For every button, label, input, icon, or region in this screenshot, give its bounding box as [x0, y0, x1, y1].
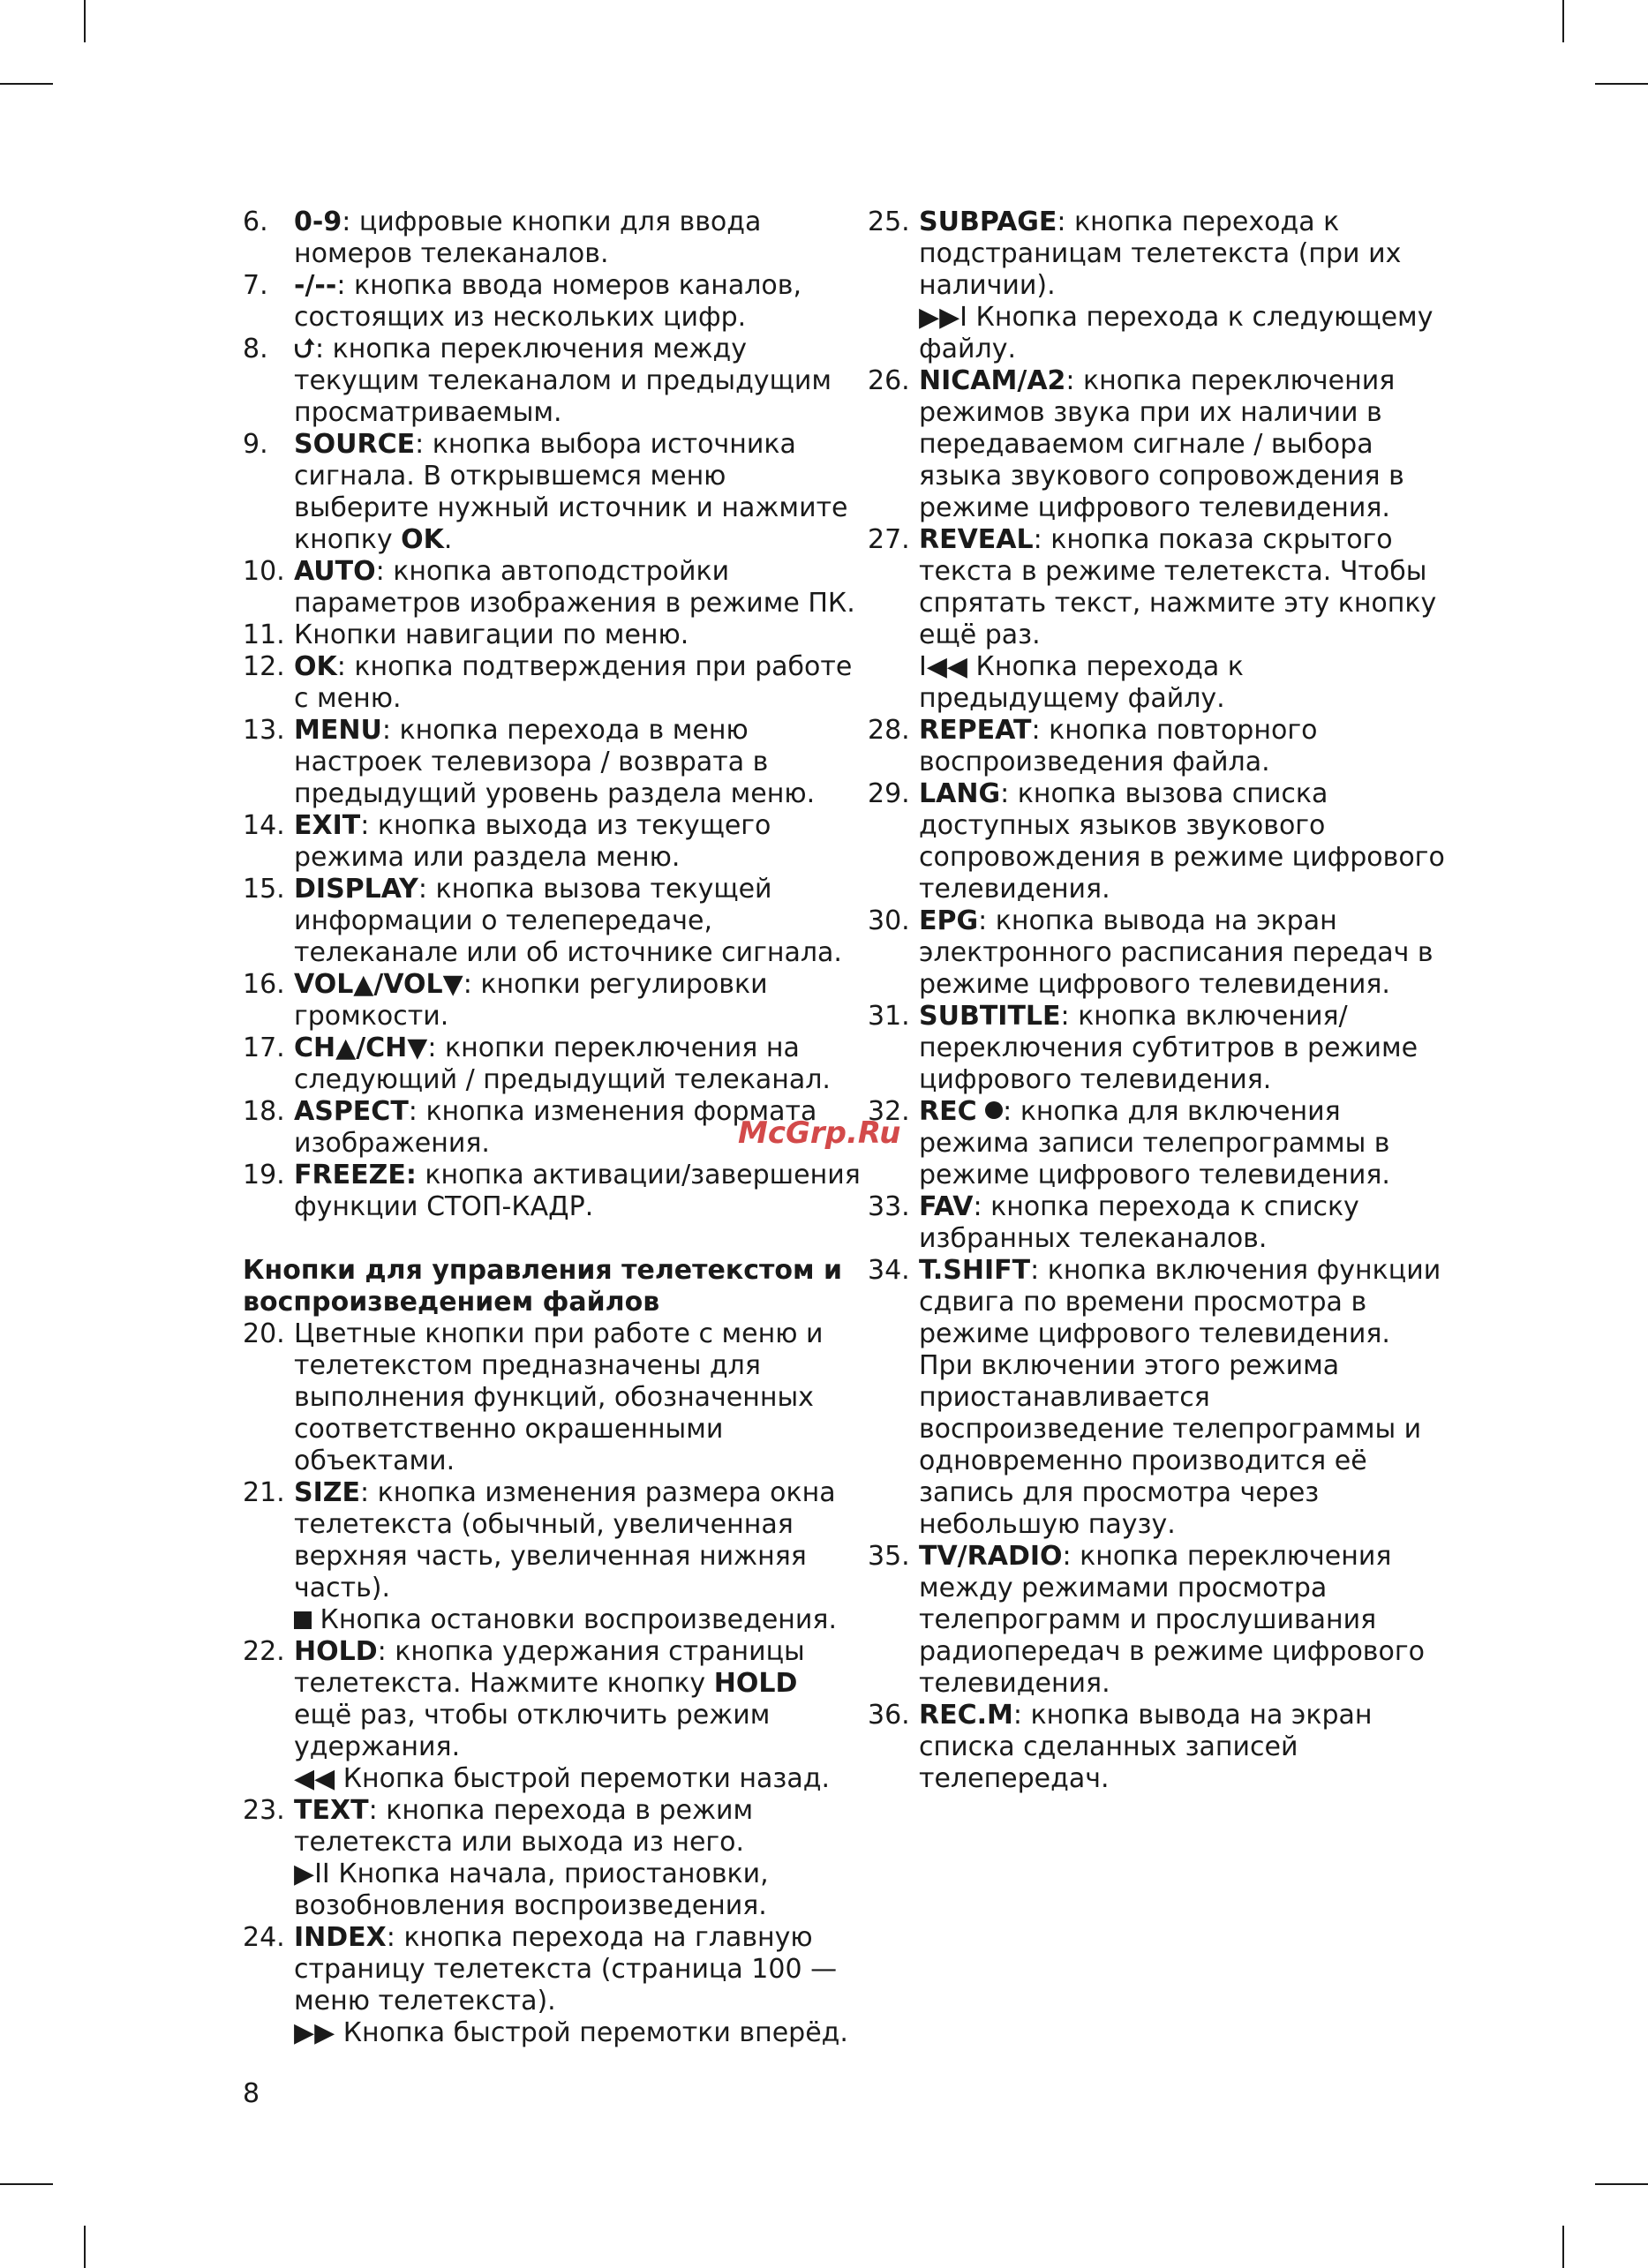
item-text: : кнопка вывода на экран списка сделанных записей телепередач.	[919, 1700, 1373, 1794]
item-text: .	[443, 524, 453, 555]
item-text: : кнопка переключения между текущим телеканалом и предыдущим просматриваемым.	[294, 334, 832, 428]
list-item	[243, 651, 861, 715]
list-item	[243, 207, 861, 270]
list-item	[243, 270, 861, 334]
item-number: 11.	[243, 620, 285, 650]
button-name: FREEZE:	[294, 1160, 417, 1190]
button-name: DISPLAY	[294, 874, 418, 905]
button-name: SUBTITLE	[919, 1001, 1061, 1032]
item-number: 19.	[243, 1160, 285, 1190]
list-item	[868, 365, 1450, 524]
item-number: 33.	[868, 1191, 910, 1222]
item-number: 22.	[243, 1636, 285, 1667]
item-text: Цветные кнопки при работе с меню и телетекстом предназначены для выполнения функций, обозначенных соответственно окрашенными объектами.	[294, 1318, 824, 1476]
sub-text: Кнопка перехода к предыдущему файлу.	[919, 651, 1244, 714]
item-text: : кнопка перехода к подстраницам телетекста (при их наличии).	[919, 207, 1402, 301]
item-number: 15.	[243, 874, 285, 905]
item-number: 28.	[868, 715, 910, 746]
page-number: 8	[243, 2078, 260, 2109]
button-name: MENU	[294, 715, 382, 746]
list-item	[868, 778, 1450, 905]
item-number: 18.	[243, 1096, 285, 1127]
item-number: 30.	[868, 905, 910, 936]
sub-description	[294, 1763, 861, 1795]
item-number: 32.	[868, 1096, 910, 1127]
crop-mark	[0, 83, 53, 85]
right-column	[868, 207, 1450, 1795]
list-item	[243, 715, 861, 810]
item-number: 35.	[868, 1541, 910, 1572]
sub-text: Кнопка остановки воспроизведения.	[320, 1604, 838, 1635]
button-name: FAV	[919, 1191, 974, 1222]
item-text: : кнопка вызова текущей информации о телепередаче, телеканале или об источнике сигнала.	[294, 874, 842, 968]
item-text: : кнопка ввода номеров каналов, состоящих из нескольких цифр.	[294, 270, 801, 333]
button-name: TV/RADIO	[919, 1541, 1063, 1572]
button-name: REC.M	[919, 1700, 1013, 1731]
item-text: : кнопка изменения размера окна телетекста (обычный, увеличенная верхняя часть, увеличенная нижняя часть).	[294, 1477, 836, 1603]
crop-mark	[0, 2183, 53, 2185]
button-name: EPG	[919, 905, 979, 936]
item-number: 13.	[243, 715, 285, 746]
button-name: CH▲/CH▼	[294, 1033, 428, 1063]
sub-text: Кнопка начала, приостановки, возобновления воспроизведения.	[294, 1859, 769, 1921]
item-number: 9.	[243, 429, 268, 460]
item-number: 36.	[868, 1700, 910, 1731]
item-number: 34.	[868, 1255, 910, 1286]
list-item	[243, 1318, 861, 1477]
button-name: SIZE	[294, 1477, 361, 1508]
item-text: : кнопка изменения формата изображения.	[294, 1096, 817, 1159]
list-item	[868, 905, 1450, 1001]
button-name: LANG	[919, 778, 1001, 809]
button-name: TEXT	[294, 1795, 369, 1826]
item-number: 26.	[868, 365, 910, 396]
crop-mark	[84, 2226, 86, 2268]
record-icon	[985, 1101, 1003, 1119]
sub-description	[294, 1859, 861, 1922]
sub-description	[294, 1604, 861, 1636]
sub-text: Кнопка перехода к следующему файлу.	[919, 302, 1434, 364]
list-item	[243, 1477, 861, 1636]
button-name: EXIT	[294, 810, 361, 841]
list-item	[243, 1795, 861, 1922]
button-name: ⮍	[294, 334, 316, 364]
media-control-icon: I◀◀	[919, 651, 967, 682]
item-text: : кнопки регулировки громкости.	[294, 969, 768, 1032]
item-text: : кнопки переключения на следующий / предыдущий телеканал.	[294, 1033, 831, 1095]
item-number: 27.	[868, 524, 910, 555]
item-number: 31.	[868, 1001, 910, 1032]
sub-description	[919, 651, 1450, 715]
sub-text: Кнопка быстрой перемотки назад.	[342, 1763, 831, 1794]
item-text: : кнопка автоподстройки параметров изображения в режиме ПК.	[294, 556, 855, 619]
button-name: HOLD	[294, 1636, 378, 1667]
item-number: 21.	[243, 1477, 285, 1508]
item-number: 25.	[868, 207, 910, 237]
crop-mark	[84, 0, 86, 42]
item-text: : цифровые кнопки для ввода номеров телеканалов.	[294, 207, 762, 269]
list-item	[868, 1001, 1450, 1096]
item-text: : кнопка подтверждения при работе с меню.	[294, 651, 853, 714]
list-item	[868, 524, 1450, 715]
item-number: 29.	[868, 778, 910, 809]
item-text: : кнопка вывода на экран электронного расписания передач в режиме цифрового телевидения.	[919, 905, 1434, 1000]
item-text: ещё раз, чтобы отключить режим удержания.	[294, 1700, 771, 1762]
item-number: 24.	[243, 1922, 285, 1953]
list-item	[243, 556, 861, 620]
item-text: кнопка активации/завершения функции СТОП-КАДР.	[294, 1160, 861, 1222]
item-text: : кнопка перехода на главную страницу телетекста (страница 100 — меню телетекста).	[294, 1922, 838, 2016]
item-number: 7.	[243, 270, 268, 301]
item-text: : кнопка переключения режимов звука при их наличии в передаваемом сигнале / выбора языка звукового сопровождения в режиме цифрового телевидения.	[919, 365, 1404, 523]
list-item	[243, 810, 861, 874]
item-number: 12.	[243, 651, 285, 682]
sub-description	[919, 302, 1450, 365]
button-name: NICAM/A2	[919, 365, 1066, 396]
item-text: : кнопка включения функции сдвига по времени просмотра в режиме цифрового телевидения. При включении этого режима приостанавливается воспроизведение телепрограммы и одновременно производится её запись для просмотра через небольшую паузу.	[919, 1255, 1441, 1540]
item-number: 20.	[243, 1318, 285, 1349]
media-control-icon: ▶▶	[294, 2017, 335, 2048]
crop-mark	[1562, 0, 1564, 42]
list-item	[243, 874, 861, 969]
item-text: : кнопка для включения режима записи телепрограммы в режиме цифрового телевидения.	[919, 1096, 1390, 1190]
button-name: REC	[919, 1096, 977, 1127]
media-control-icon: ▶▶I	[919, 302, 967, 333]
button-name: SOURCE	[294, 429, 416, 460]
button-name: OK	[401, 524, 444, 555]
button-name: AUTO	[294, 556, 376, 587]
crop-mark	[1562, 2226, 1564, 2268]
button-name: VOL▲/VOL▼	[294, 969, 463, 1000]
item-text: Кнопки навигации по меню.	[294, 620, 689, 650]
list-item	[243, 334, 861, 429]
list-item	[868, 1541, 1450, 1700]
button-name: -/--	[294, 270, 337, 301]
list-item	[868, 1700, 1450, 1795]
list-item	[243, 620, 861, 651]
list-item	[243, 429, 861, 556]
sub-text: Кнопка быстрой перемотки вперёд.	[342, 2017, 848, 2048]
item-number: 8.	[243, 334, 268, 364]
list-item	[243, 1922, 861, 2049]
media-control-icon: ▶II	[294, 1859, 330, 1889]
button-name: REVEAL	[919, 524, 1034, 555]
button-name: ASPECT	[294, 1096, 409, 1127]
crop-mark	[1595, 2183, 1648, 2185]
media-control-icon: ◀◀	[294, 1763, 335, 1794]
section-heading: Кнопки для управления телетекстом и воспроизведением файлов	[243, 1255, 842, 1318]
item-text: : кнопка перехода в меню настроек телевизора / возврата в предыдущий уровень раздела меню.	[294, 715, 816, 809]
item-text: : кнопка включения/переключения субтитров в режиме цифрового телевидения.	[919, 1001, 1418, 1095]
button-name: HOLD	[713, 1668, 798, 1699]
button-name: T.SHIFT	[919, 1255, 1031, 1286]
list-item	[868, 1255, 1450, 1541]
item-number: 16.	[243, 969, 285, 1000]
button-name: OK	[294, 651, 337, 682]
list-item	[243, 1033, 861, 1096]
item-number: 23.	[243, 1795, 285, 1826]
watermark: McGrp.Ru	[738, 1115, 901, 1151]
stop-icon	[294, 1611, 312, 1629]
item-text: : кнопка вызова списка доступных языков звукового сопровождения в режиме цифрового телевидения.	[919, 778, 1445, 905]
item-text: : кнопка перехода к списку избранных телеканалов.	[919, 1191, 1359, 1254]
list-item	[243, 1160, 861, 1223]
item-number: 14.	[243, 810, 285, 841]
item-number: 6.	[243, 207, 268, 237]
button-name: INDEX	[294, 1922, 387, 1953]
item-number: 10.	[243, 556, 285, 587]
item-text: : кнопка удержания страницы телетекста. Нажмите кнопку	[294, 1636, 805, 1699]
item-text: : кнопка перехода в режим телетекста или выхода из него.	[294, 1795, 754, 1858]
list-item	[868, 207, 1450, 365]
item-text: : кнопка повторного воспроизведения файла.	[919, 715, 1318, 777]
item-text: : кнопка выхода из текущего режима или раздела меню.	[294, 810, 771, 873]
list-item	[868, 715, 1450, 778]
button-name: REPEAT	[919, 715, 1032, 746]
list-item	[243, 1636, 861, 1795]
item-text: : кнопка выбора источника сигнала. В открывшемся меню выберите нужный источник и нажмите кнопку	[294, 429, 848, 555]
crop-mark	[1595, 83, 1648, 85]
list-item	[243, 969, 861, 1033]
button-name: 0-9	[294, 207, 342, 237]
list-item	[868, 1096, 1450, 1191]
item-text: : кнопка показа скрытого текста в режиме телетекста. Чтобы спрятать текст, нажмите эту кнопку ещё раз.	[919, 524, 1437, 650]
button-name: SUBPAGE	[919, 207, 1057, 237]
item-text: : кнопка переключения между режимами просмотра телепрограмм и прослушивания радиопередач в режиме цифрового телевидения.	[919, 1541, 1425, 1699]
sub-description	[294, 2017, 861, 2049]
item-number: 17.	[243, 1033, 285, 1063]
list-item	[868, 1191, 1450, 1255]
